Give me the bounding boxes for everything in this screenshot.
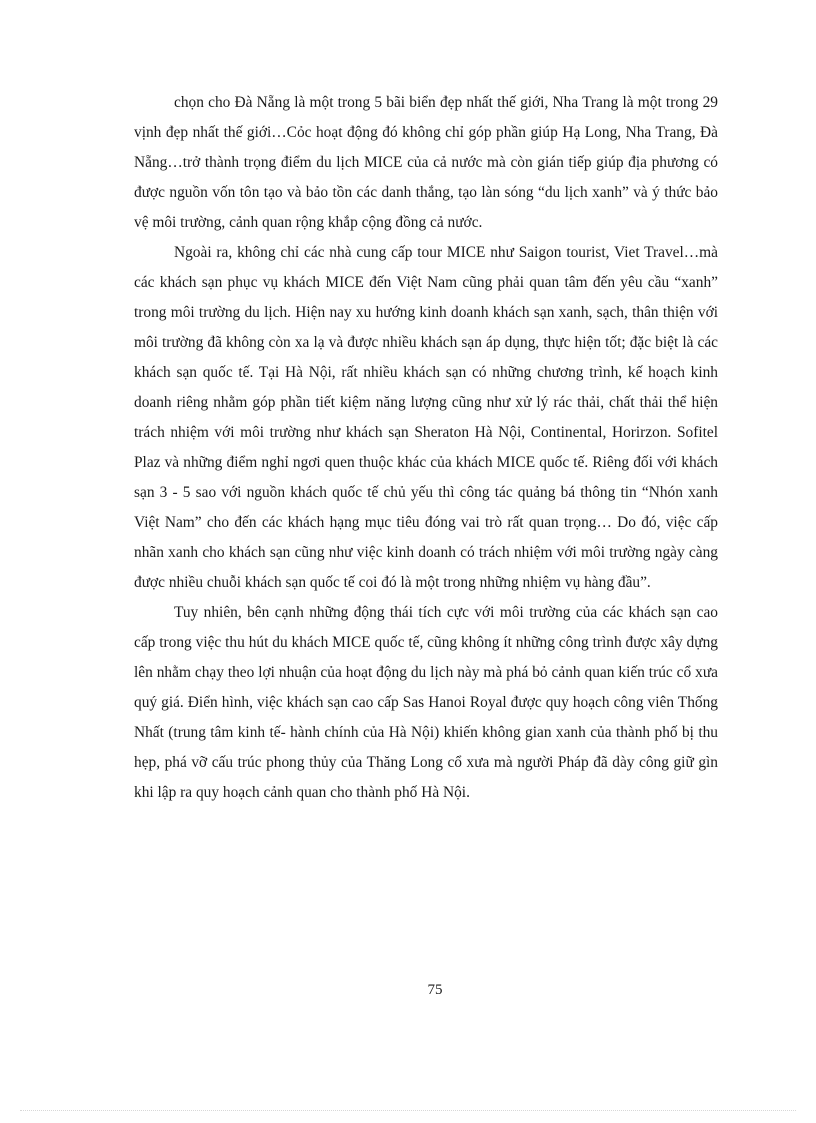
body-text	[134, 88, 718, 808]
page-number: 75	[427, 982, 443, 998]
paragraph-3: Tuy nhiên, bên cạnh những động thái tích cực với môi trường của các khách sạn cao cấp trong việc thu hút du khách MICE quốc tế, cũng không ít những công trình được xây dựng lên nhằm chạy theo lợi nhuận của hoạt động du lịch này mà phá bỏ cảnh quan kiến trúc cổ xưa quý giá. Điển hình, việc khách sạn cao cấp Sas Hanoi Royal được quy hoạch công viên Thống Nhất (trung tâm kinh tế- hành chính của Hà Nội) khiến không gian xanh của thành phố bị thu hẹp, phá vỡ cấu trúc phong thủy của Thăng Long cổ xưa mà người Pháp đã dày công giữ gìn khi lập ra quy hoạch cảnh quan cho thành phố Hà Nội.	[134, 604, 718, 801]
paragraph-2: Ngoài ra, không chỉ các nhà cung cấp tour MICE như Saigon tourist, Viet Travel…mà các khách sạn phục vụ khách MICE đến Việt Nam cũng phải quan tâm đến yêu cầu “xanh” trong môi trường du lịch. Hiện nay xu hướng kinh doanh khách sạn xanh, sạch, thân thiện với môi trường đã không còn xa lạ và được nhiều khách sạn áp dụng, thực hiện tốt; đặc biệt là các khách sạn quốc tế. Tại Hà Nội, rất nhiều khách sạn có những chương trình, kế hoạch kinh doanh riêng nhằm góp phần tiết kiệm năng lượng cũng như xử lý rác thải, chất thải thể hiện trách nhiệm với môi trường như khách sạn Sheraton Hà Nội, Continental, Horirzon. Sofitel Plaz và những điểm nghỉ ngơi quen thuộc khác của khách MICE quốc tế. Riêng đối với khách sạn 3 - 5 sao với nguồn khách quốc tế chủ yếu thì công tác quảng bá thông tin “Nhón xanh Việt Nam” cho đến các khách hạng mục tiêu đóng vai trò rất quan trọng… Do đó, việc cấp nhãn xanh cho khách sạn cũng như việc kinh doanh có trách nhiệm với môi trường ngày càng được nhiều chuỗi khách sạn quốc tế coi đó là một trong những nhiệm vụ hàng đầu”.	[134, 244, 718, 591]
bottom-dotted-rule	[20, 1110, 796, 1111]
paragraph-1: chọn cho Đà Nẵng là một trong 5 bãi biển đẹp nhất thế giới, Nha Trang là một trong 29 vịnh đẹp nhất thế giới…Cỏc hoạt động đó không chỉ góp phần giúp Hạ Long, Nha Trang, Đà Nẵng…trở thành trọng điểm du lịch MICE của cả nước mà còn gián tiếp giúp địa phương có được nguồn vốn tôn tạo và bảo tồn các danh thắng, tạo làn sóng “du lịch xanh” và ý thức bảo vệ môi trường, cảnh quan rộng khắp cộng đồng cả nước.	[134, 94, 718, 231]
